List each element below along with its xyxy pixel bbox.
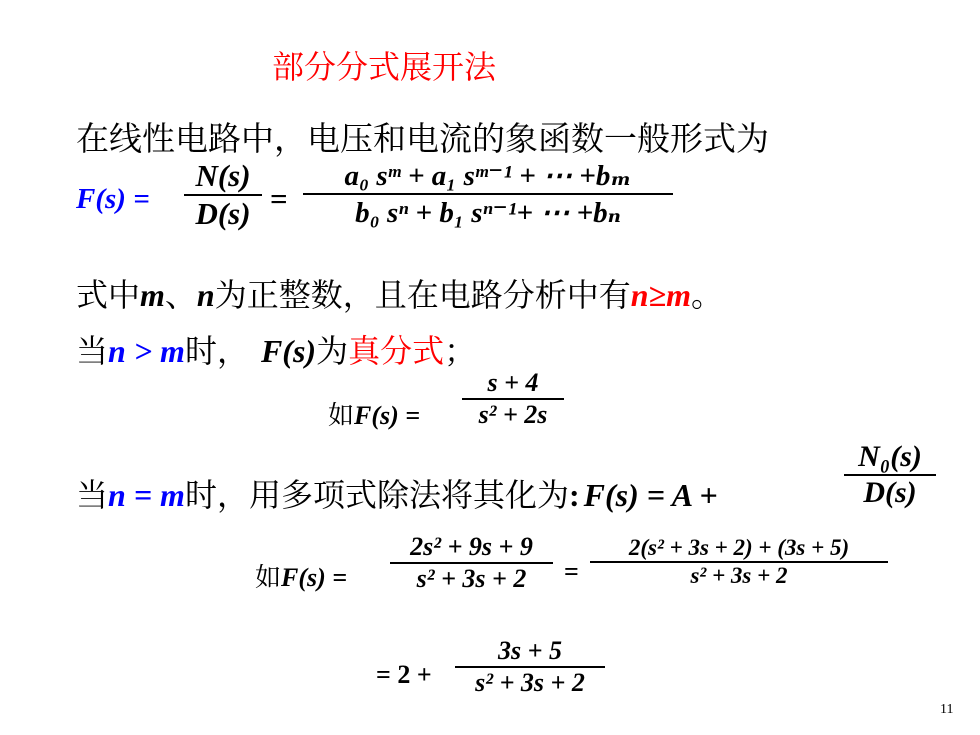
case1-text-c: 为 bbox=[316, 332, 349, 370]
case2-rhs: F(s) = A + bbox=[583, 477, 718, 513]
general-form-fraction-2 bbox=[303, 158, 673, 230]
var-n: n bbox=[196, 277, 215, 313]
condition-end: 。 bbox=[690, 276, 723, 314]
numerator: N₀(s) bbox=[858, 440, 922, 473]
general-form-equals: = bbox=[270, 181, 288, 216]
case1-relation: n > m bbox=[108, 333, 185, 369]
numerator: 2s² + 9s + 9 bbox=[410, 532, 533, 561]
denominator: s² + 3s + 2 bbox=[475, 667, 585, 697]
relation-n-ge-m: n≥m bbox=[630, 277, 691, 313]
condition-text-b: 为正整数，且在电路分析中有 bbox=[214, 276, 631, 314]
numerator: s + 4 bbox=[487, 368, 539, 397]
denominator: D(s) bbox=[863, 476, 917, 509]
var-m: m bbox=[140, 277, 165, 313]
example2-fs: F(s) = bbox=[281, 563, 348, 592]
case1-text-b: 时， bbox=[184, 332, 249, 370]
case2-text-b: 时，用多项式除法将其化为 bbox=[184, 476, 569, 514]
example2-fraction-2 bbox=[590, 535, 888, 589]
example1-prefix: 如 bbox=[328, 401, 355, 431]
condition-sep: 、 bbox=[164, 276, 197, 314]
general-form-fraction-1 bbox=[184, 158, 262, 232]
example2-prefix: 如 bbox=[255, 563, 282, 593]
denominator: s² + 2s bbox=[478, 399, 548, 429]
case2-fraction bbox=[844, 440, 936, 510]
numerator: 3s + 5 bbox=[498, 636, 562, 665]
example1-fs: F(s) = bbox=[354, 401, 421, 430]
case2-text-a: 当 bbox=[76, 476, 109, 514]
numerator: 2(s² + 3s + 2) + (3s + 5) bbox=[628, 535, 850, 560]
example1-lhs bbox=[328, 395, 420, 432]
denominator: s² + 3s + 2 bbox=[416, 563, 527, 593]
intro-text: 在线性电路中，电压和电流的象函数一般形式为 bbox=[76, 119, 769, 158]
case2-colon: : bbox=[568, 477, 580, 513]
case2-relation: n = m bbox=[108, 477, 185, 513]
case1-end: ； bbox=[444, 332, 477, 370]
slide-title: 部分分式展开法 bbox=[272, 48, 497, 86]
page-number: 11 bbox=[940, 702, 954, 717]
example2-equals: = bbox=[564, 557, 579, 586]
example1-fraction bbox=[462, 368, 564, 430]
case2-line bbox=[76, 470, 718, 516]
denominator: s² + 3s + 2 bbox=[690, 562, 788, 588]
denominator: D(s) bbox=[195, 196, 251, 231]
case1-term: 真分式 bbox=[348, 332, 445, 370]
denominator: b₀ sⁿ + b₁ sⁿ⁻¹+ ⋯ +bₙ bbox=[355, 197, 621, 229]
example2-fraction-3 bbox=[455, 636, 605, 698]
example2-line2-prefix: = 2 + bbox=[376, 660, 432, 689]
example2-lhs bbox=[255, 557, 347, 594]
general-form-lhs: F(s) = bbox=[76, 183, 150, 215]
case1-fs: F(s) bbox=[260, 333, 317, 369]
condition-text-a: 式中 bbox=[76, 276, 141, 314]
case1-line bbox=[76, 326, 476, 372]
condition-line bbox=[76, 270, 723, 316]
case1-text-a: 当 bbox=[76, 332, 109, 370]
numerator: a₀ sᵐ + a₁ sᵐ⁻¹ + ⋯ +bₘ bbox=[344, 160, 632, 192]
example2-fraction-1 bbox=[390, 532, 553, 594]
numerator: N(s) bbox=[195, 158, 251, 193]
